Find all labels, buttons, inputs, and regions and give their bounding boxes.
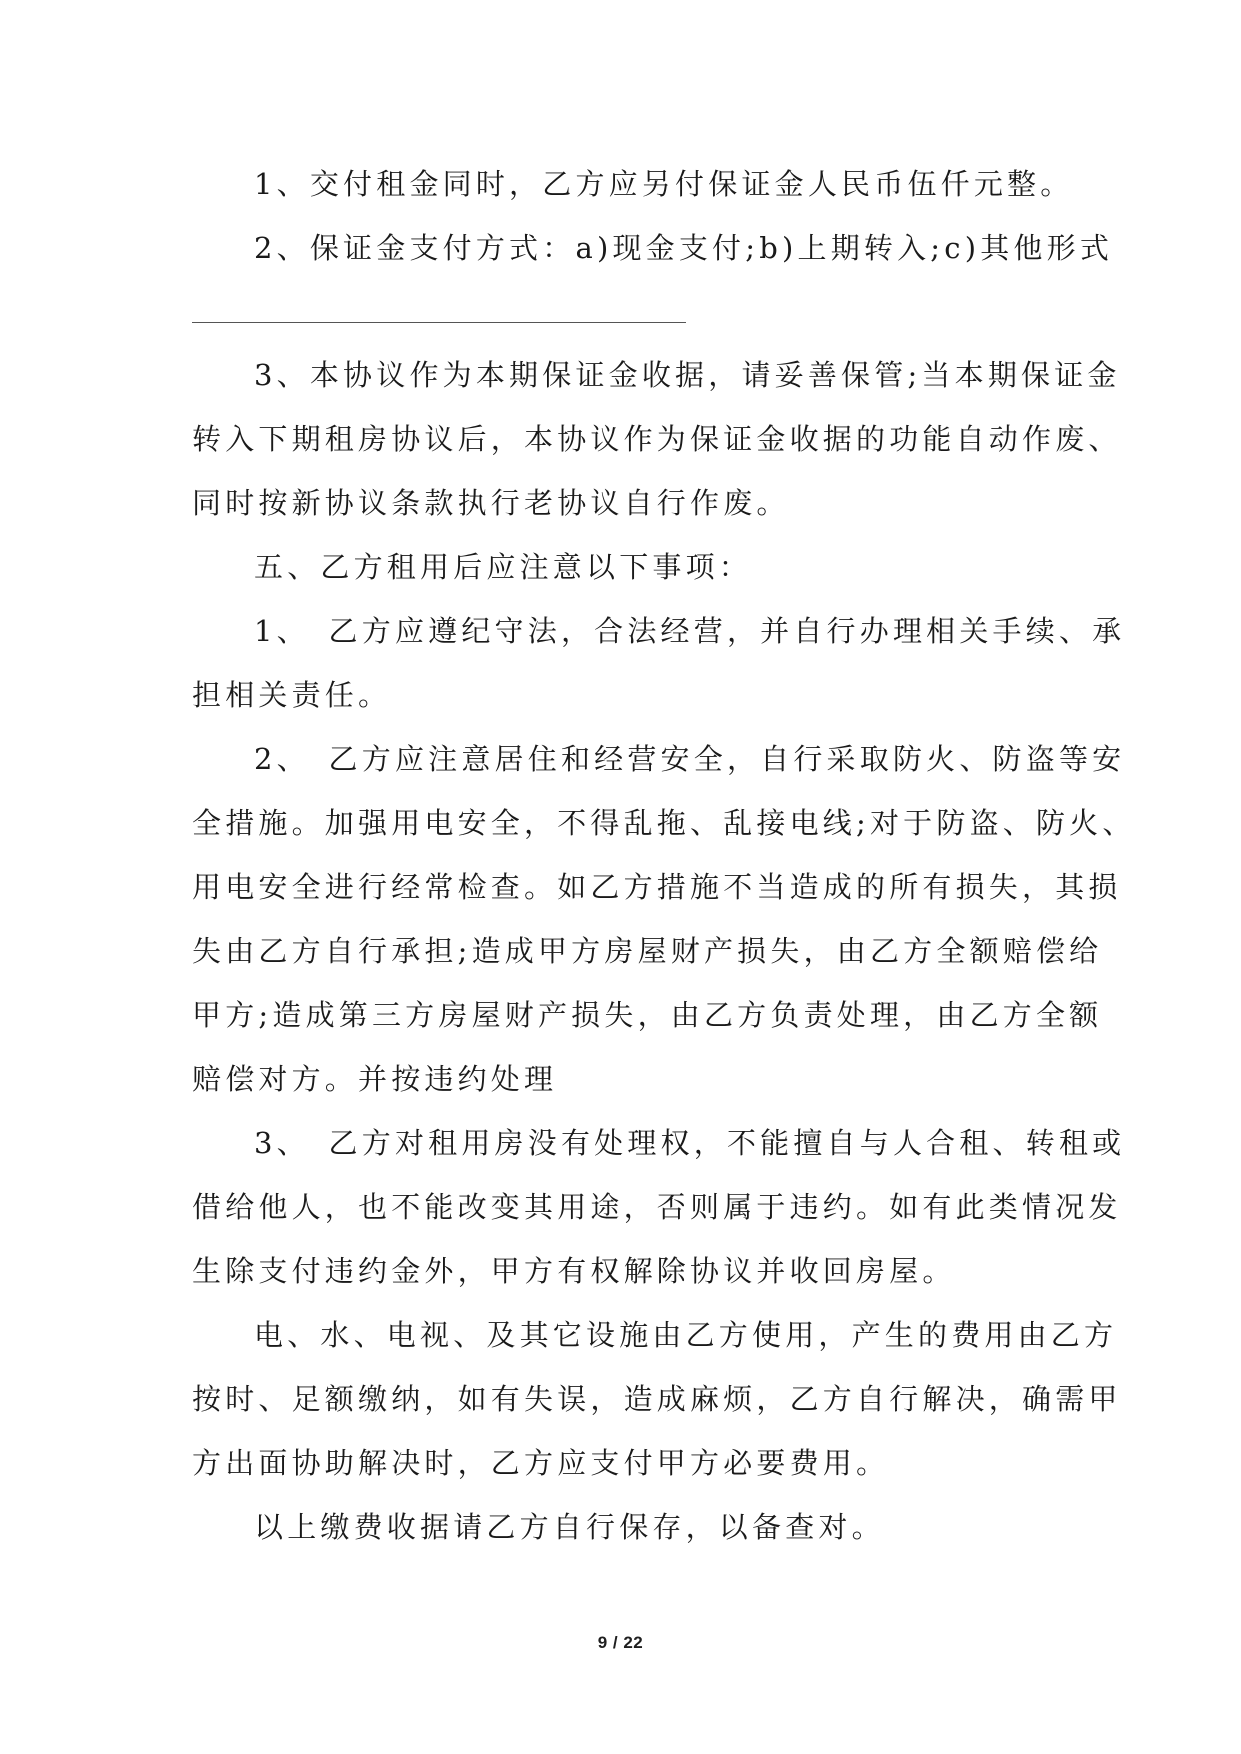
text-line: 1、交付租金同时，乙方应另付保证金人民币伍仟元整。 xyxy=(254,167,1074,201)
text-line: 生除支付违约金外，甲方有权解除协议并收回房屋。 xyxy=(192,1254,956,1288)
section-heading: 五、乙方租用后应注意以下事项： xyxy=(254,550,753,584)
text-line: 同时按新协议条款执行老协议自行作废。 xyxy=(192,486,790,520)
text-line: 1、 乙方应遵纪守法，合法经营，并自行办理相关手续、承 xyxy=(254,614,1126,648)
text-line: 赔偿对方。并按违约处理 xyxy=(192,1062,558,1096)
text-line: 失由乙方自行承担;造成甲方房屋财产损失，由乙方全额赔偿给 xyxy=(192,934,1103,968)
text-line: 电、水、电视、及其它设施由乙方使用，产生的费用由乙方 xyxy=(254,1318,1118,1352)
page-number: 9 / 22 xyxy=(597,1633,644,1652)
text-line: 转入下期租房协议后，本协议作为保证金收据的功能自动作废、 xyxy=(192,422,1122,456)
text-line: 按时、足额缴纳，如有失误，造成麻烦，乙方自行解决，确需甲 xyxy=(192,1382,1122,1416)
text-line: 甲方;造成第三方房屋财产损失，由乙方负责处理，由乙方全额 xyxy=(192,998,1103,1032)
text-line: 全措施。加强用电安全，不得乱拖、乱接电线;对于防盗、防火、 xyxy=(192,806,1136,840)
blank-fill-line xyxy=(192,322,686,323)
text-line: 用电安全进行经常检查。如乙方措施不当造成的所有损失，其损 xyxy=(192,870,1122,904)
text-line: 2、保证金支付方式：a)现金支付;b)上期转入;c)其他形式 xyxy=(254,231,1114,265)
text-line: 借给他人，也不能改变其用途，否则属于违约。如有此类情况发 xyxy=(192,1190,1122,1224)
text-line: 2、 乙方应注意居住和经营安全，自行采取防火、防盗等安 xyxy=(254,742,1126,776)
text-line: 3、 乙方对租用房没有处理权，不能擅自与人合租、转租或 xyxy=(254,1126,1126,1160)
text-line: 方出面协助解决时，乙方应支付甲方必要费用。 xyxy=(192,1446,890,1480)
text-line: 以上缴费收据请乙方自行保存，以备查对。 xyxy=(254,1510,885,1544)
text-line: 担相关责任。 xyxy=(192,678,392,712)
text-line: 3、本协议作为本期保证金收据，请妥善保管;当本期保证金 xyxy=(254,358,1121,392)
